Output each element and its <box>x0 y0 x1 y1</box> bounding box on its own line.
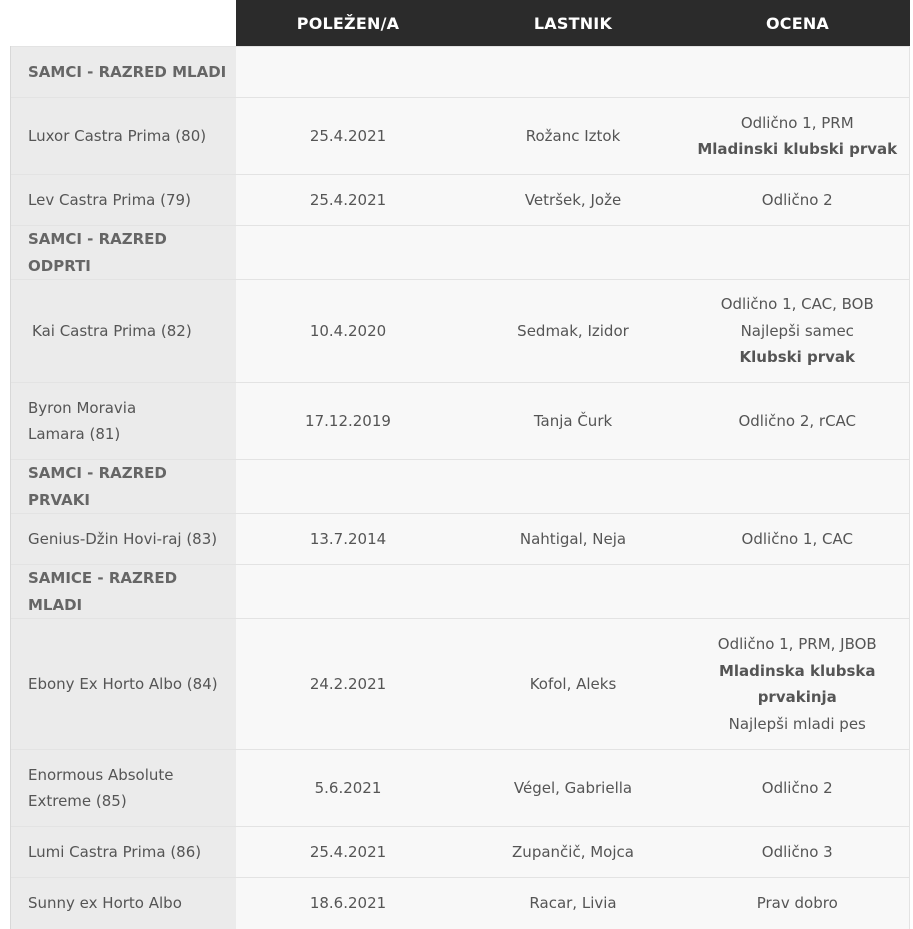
grade-line: Najlepši mladi pes <box>728 714 866 733</box>
grade-cell <box>686 619 910 750</box>
section-empty-cell <box>236 47 461 98</box>
section-empty-cell <box>236 460 461 514</box>
grade-line: Odlično 2 <box>761 778 833 797</box>
grade-line: Odlično 2 <box>761 190 833 209</box>
born-date: 5.6.2021 <box>236 750 461 827</box>
grade-line: Odlično 1, CAC <box>741 529 853 548</box>
born-date: 13.7.2014 <box>236 514 461 565</box>
section-empty-cell <box>686 226 910 280</box>
grade-line: Odlično 1, PRM <box>740 113 854 132</box>
table-row <box>11 280 910 383</box>
grade-cell <box>686 878 910 929</box>
grade-line: Odlično 1, PRM, JBOB <box>717 635 877 653</box>
table-row <box>11 98 910 175</box>
section-row <box>11 47 910 98</box>
dog-name-text: Lev Castra Prima (79) <box>28 190 191 209</box>
grade-cell <box>686 514 910 565</box>
dog-name-text: Kai Castra Prima (82) <box>32 321 192 340</box>
grade-line: Najlepši samec <box>740 321 854 340</box>
grade-title: Klubski prvak <box>739 348 855 367</box>
owner-name: Rožanc Iztok <box>461 98 686 175</box>
table-row <box>11 175 910 226</box>
table-row <box>11 514 910 565</box>
born-date: 17.12.2019 <box>236 383 461 460</box>
table-row <box>11 878 910 929</box>
table-row <box>11 383 910 460</box>
section-row <box>11 460 910 514</box>
section-title: SAMICE - RAZRED MLADI <box>11 565 236 619</box>
owner-name: Tanja Čurk <box>461 383 686 460</box>
born-date: 25.4.2021 <box>236 98 461 175</box>
section-empty-cell <box>461 226 686 280</box>
dog-name-text: Genius-Džin Hovi-raj (83) <box>28 529 218 548</box>
grade-cell <box>686 827 910 878</box>
grade-line: Odlično 3 <box>761 842 833 861</box>
dog-name <box>11 750 236 827</box>
grade-cell <box>686 280 910 383</box>
section-empty-cell <box>686 565 910 619</box>
dog-name <box>11 383 236 460</box>
grade-title: Mladinski klubski prvak <box>697 140 898 158</box>
dog-name <box>11 827 236 878</box>
born-date: 25.4.2021 <box>236 175 461 226</box>
grade-title: Mladinska klubska prvakinja <box>718 661 876 706</box>
dog-name <box>11 175 236 226</box>
owner-name: Racar, Livia <box>461 878 686 929</box>
section-empty-cell <box>686 460 910 514</box>
section-empty-cell <box>461 565 686 619</box>
header-blank-cell <box>11 0 236 47</box>
born-date: 25.4.2021 <box>236 827 461 878</box>
born-date: 18.6.2021 <box>236 878 461 929</box>
owner-name: Zupančič, Mojca <box>461 827 686 878</box>
dog-name-text: Sunny ex Horto Albo <box>28 894 182 912</box>
section-empty-cell <box>686 47 910 98</box>
table-row <box>11 750 910 827</box>
header-grade: OCENA <box>686 0 910 47</box>
grade-cell <box>686 175 910 226</box>
section-row <box>11 226 910 280</box>
owner-name: Vetršek, Jože <box>461 175 686 226</box>
dog-name <box>11 619 236 750</box>
table-body <box>11 47 910 929</box>
section-row <box>11 565 910 619</box>
grade-line: Prav dobro <box>756 894 838 912</box>
born-date: 10.4.2020 <box>236 280 461 383</box>
header-owner: LASTNIK <box>461 0 686 47</box>
dog-name <box>11 98 236 175</box>
section-empty-cell <box>461 47 686 98</box>
section-title: SAMCI - RAZRED MLADI <box>11 47 236 98</box>
dog-name-text: Lumi Castra Prima (86) <box>28 842 202 861</box>
grade-line: Odlično 2, rCAC <box>738 411 857 430</box>
section-title: SAMCI - RAZRED PRVAKI <box>11 460 236 514</box>
dog-name-text: Ebony Ex Horto Albo (84) <box>28 674 218 693</box>
header-row <box>11 0 910 47</box>
section-title: SAMCI - RAZRED ODPRTI <box>11 226 236 280</box>
dog-name <box>11 514 236 565</box>
grade-line: Odlično 1, CAC, BOB <box>720 295 874 314</box>
grade-cell <box>686 750 910 827</box>
grade-cell <box>686 383 910 460</box>
table-row <box>11 619 910 750</box>
header-born: POLEŽEN/A <box>236 0 461 47</box>
owner-name: Végel, Gabriella <box>461 750 686 827</box>
grade-cell <box>686 98 910 175</box>
section-empty-cell <box>236 565 461 619</box>
dog-name-text: Luxor Castra Prima (80) <box>28 126 207 145</box>
dog-name-text: Enormous Absolute Extreme (85) <box>28 765 174 810</box>
dog-name-text: Byron Moravia Lamara (81) <box>28 398 137 443</box>
dog-name <box>11 280 236 383</box>
results-table <box>10 0 910 929</box>
owner-name: Nahtigal, Neja <box>461 514 686 565</box>
section-empty-cell <box>461 460 686 514</box>
owner-name: Sedmak, Izidor <box>461 280 686 383</box>
section-empty-cell <box>236 226 461 280</box>
born-date: 24.2.2021 <box>236 619 461 750</box>
dog-name <box>11 878 236 929</box>
table-row <box>11 827 910 878</box>
owner-name: Kofol, Aleks <box>461 619 686 750</box>
